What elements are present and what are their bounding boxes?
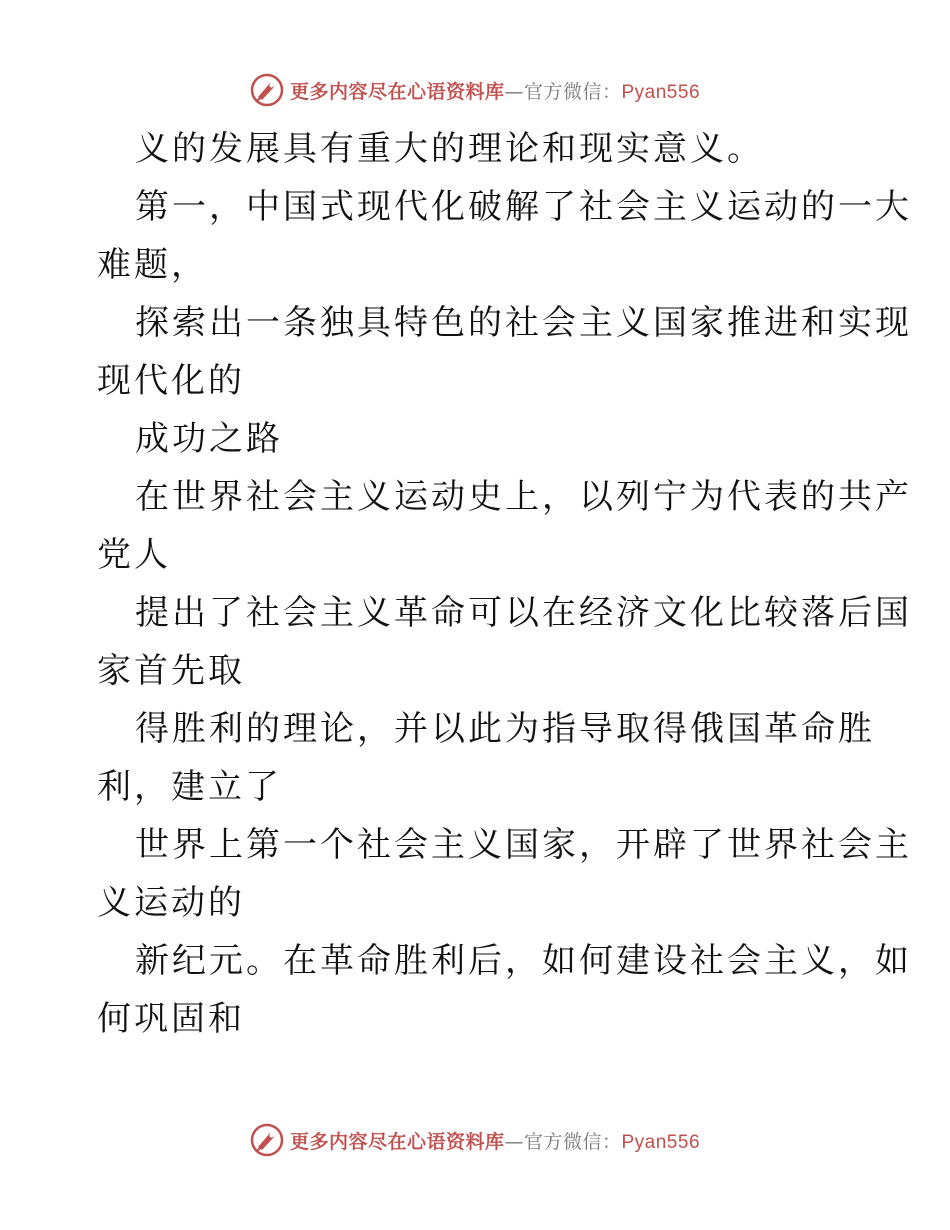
body-line: 现代化的 xyxy=(97,361,245,401)
body-line: 提出了社会主义革命可以在经济文化比较落后国 xyxy=(135,593,912,633)
body-line: 得胜利的理论，并以此为指导取得俄国革命胜 xyxy=(135,709,875,749)
body-line: 家首先取 xyxy=(97,651,245,691)
body-line: 世界上第一个社会主义国家，开辟了世界社会主 xyxy=(135,825,912,865)
header-banner-wechat: 官方微信： xyxy=(523,80,622,103)
footer-banner-dash: — xyxy=(504,1130,524,1153)
body-line: 新纪元。在革命胜利后，如何建设社会主义，如 xyxy=(135,941,912,981)
header-banner xyxy=(0,70,950,110)
footer-banner-main: 更多内容尽在心语资料库 xyxy=(289,1130,505,1153)
footer-banner xyxy=(0,1120,950,1160)
body-line: 第一，中国式现代化破解了社会主义运动的一大 xyxy=(135,187,912,227)
pen-nib-logo-icon xyxy=(250,73,284,107)
body-line: 义运动的 xyxy=(97,883,245,923)
body-line: 义的发展具有重大的理论和现实意义。 xyxy=(135,129,764,169)
pen-nib-logo-icon xyxy=(250,1123,284,1157)
footer-banner-text xyxy=(290,1127,700,1154)
header-banner-text xyxy=(290,77,700,104)
body-line: 探索出一条独具特色的社会主义国家推进和实现 xyxy=(135,303,912,343)
footer-banner-wechat: 官方微信： xyxy=(523,1130,622,1153)
header-banner-id: Pyan556 xyxy=(621,81,701,103)
body-line: 成功之路 xyxy=(135,419,283,459)
header-banner-dash: — xyxy=(504,80,524,103)
body-line: 党人 xyxy=(97,535,171,575)
body-line: 何巩固和 xyxy=(97,999,245,1039)
body-line: 难题， xyxy=(97,245,208,285)
body-line: 利，建立了 xyxy=(97,767,282,807)
header-banner-main: 更多内容尽在心语资料库 xyxy=(289,80,505,103)
body-text xyxy=(97,120,912,1048)
footer-banner-id: Pyan556 xyxy=(621,1131,701,1153)
body-line: 在世界社会主义运动史上，以列宁为代表的共产 xyxy=(135,477,912,517)
